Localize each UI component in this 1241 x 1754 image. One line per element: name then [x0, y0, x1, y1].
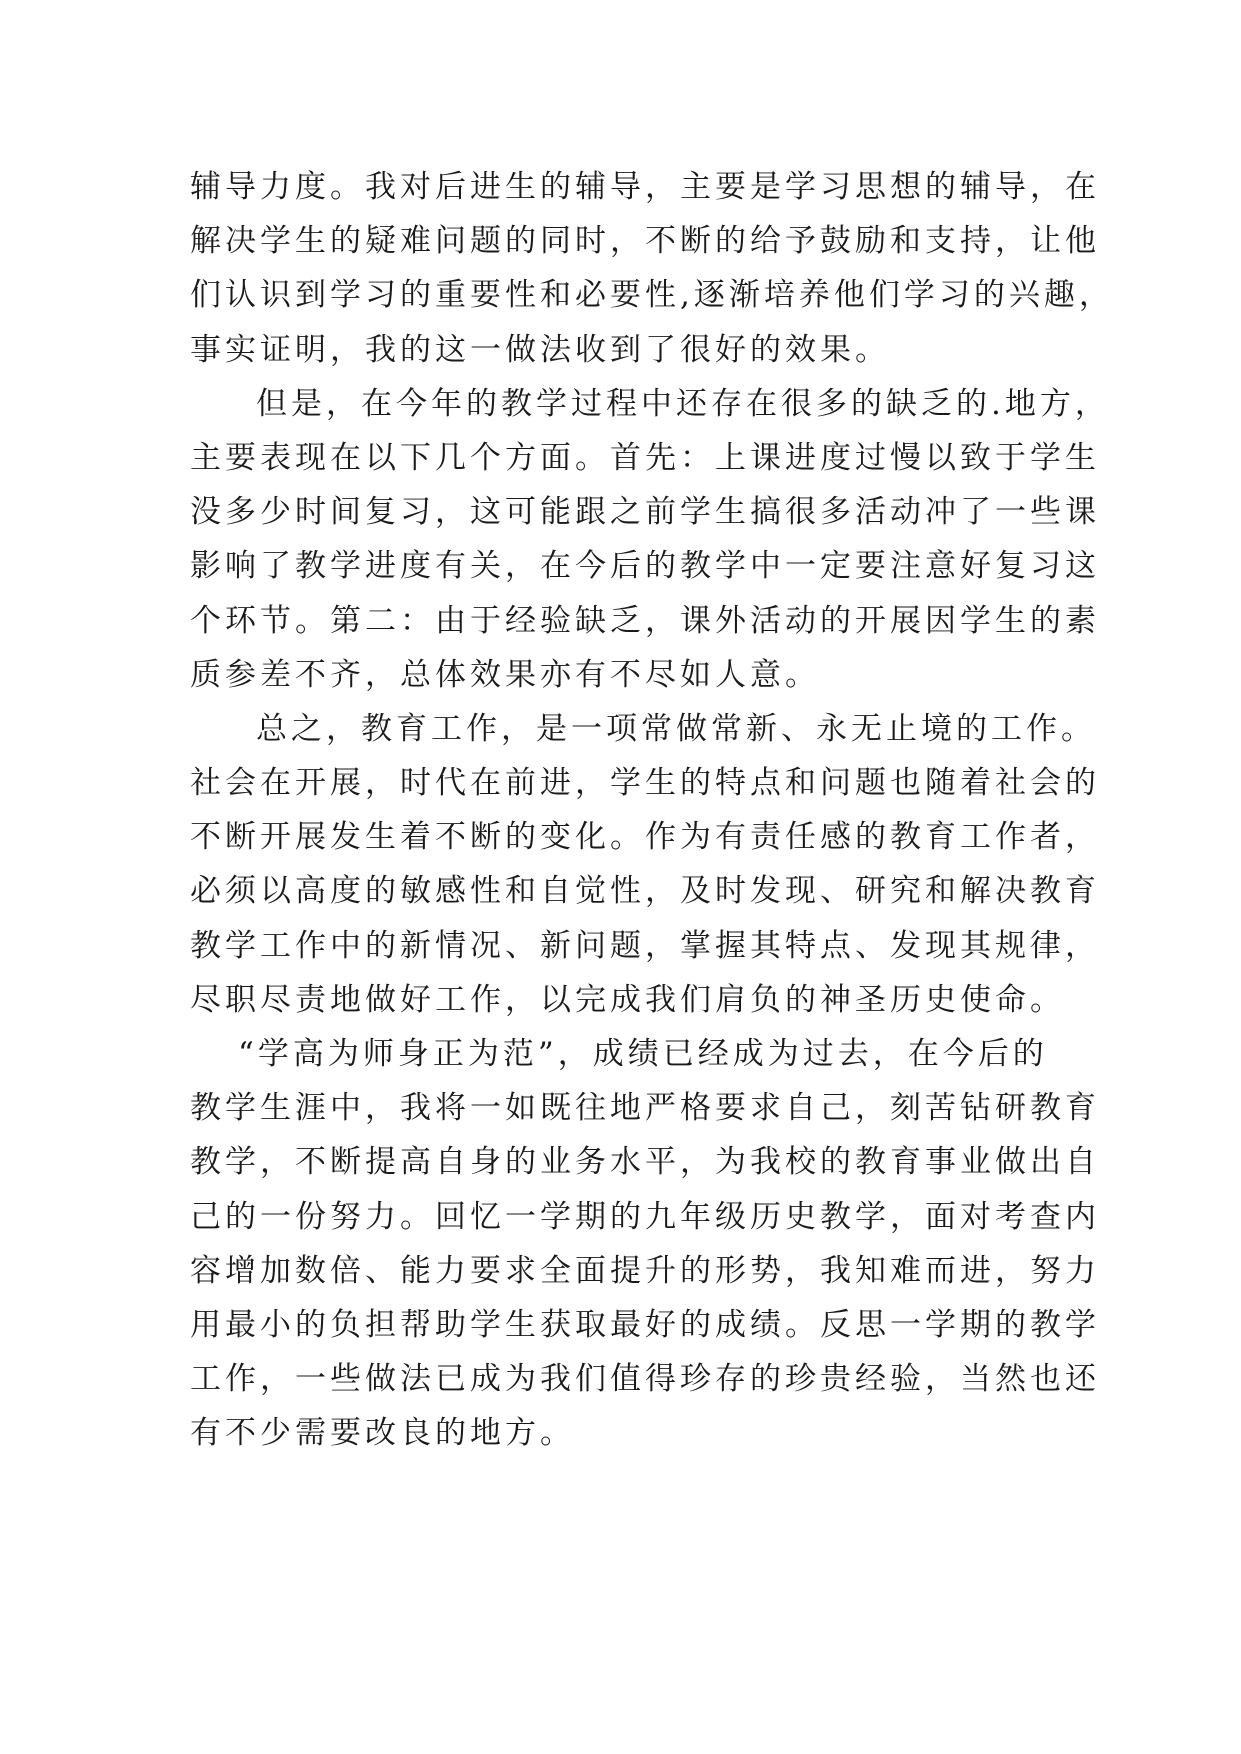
text-line: 质参差不齐，总体效果亦有不尽如人意。: [190, 656, 820, 693]
text-line: 教学生涯中，我将一如既往地严格要求自己，刻苦钻研教育: [190, 1090, 1100, 1127]
text-line: 教学，不断提高自身的业务水平，为我校的教育事业做出自: [190, 1144, 1100, 1181]
text-line: 不断开展发生着不断的变化。作为有责任感的教育工作者，: [190, 819, 1100, 856]
paragraph-first-line: 但是，在今年的教学过程中还存在很多的缺乏的.地方，: [256, 385, 1110, 422]
document-body: [190, 160, 1114, 1461]
text-line: 主要表现在以下几个方面。首先：上课进度过慢以致于学生: [190, 439, 1100, 476]
paragraph-first-line: 总之，教育工作，是一项常做常新、永无止境的工作。: [256, 710, 1096, 747]
text-line: 容增加数倍、能力要求全面提升的形势，我知难而进，努力: [190, 1252, 1100, 1289]
text-line: 己的一份努力。回忆一学期的九年级历史教学，面对考查内: [190, 1198, 1100, 1235]
text-line: 必须以高度的敏感性和自觉性，及时发现、研究和解决教育: [190, 873, 1100, 910]
text-line: 教学工作中的新情况、新问题，掌握其特点、发现其规律，: [190, 927, 1100, 964]
text-line: 用最小的负担帮助学生获取最好的成绩。反思一学期的教学: [190, 1306, 1100, 1343]
paragraph-first-line: “学高为师身正为范”，成绩已经成为过去，在今后的: [238, 1036, 1048, 1072]
text-line: 解决学生的疑难问题的同时，不断的给予鼓励和支持，让他: [190, 223, 1100, 260]
text-line: 事实证明，我的这一做法收到了很好的效果。: [190, 331, 890, 368]
text-line: 工作，一些做法已成为我们值得珍存的珍贵经验，当然也还: [190, 1361, 1100, 1398]
text-line: 尽职尽责地做好工作，以完成我们肩负的神圣历史使命。: [190, 981, 1065, 1018]
text-line: 个环节。第二：由于经验缺乏，课外活动的开展因学生的素: [190, 602, 1100, 639]
text-line: 们认识到学习的重要性和必要性,逐渐培养他们学习的兴趣，: [190, 277, 1114, 314]
text-line: 影响了教学进度有关，在今后的教学中一定要注意好复习这: [190, 548, 1100, 585]
text-line: 社会在开展，时代在前进，学生的特点和问题也随着社会的: [190, 765, 1100, 802]
text-line: 没多少时间复习，这可能跟之前学生搞很多活动冲了一些课: [190, 494, 1100, 531]
text-line: 辅导力度。我对后进生的辅导，主要是学习思想的辅导，在: [190, 169, 1100, 205]
text-line: 有不少需要改良的地方。: [190, 1415, 575, 1452]
